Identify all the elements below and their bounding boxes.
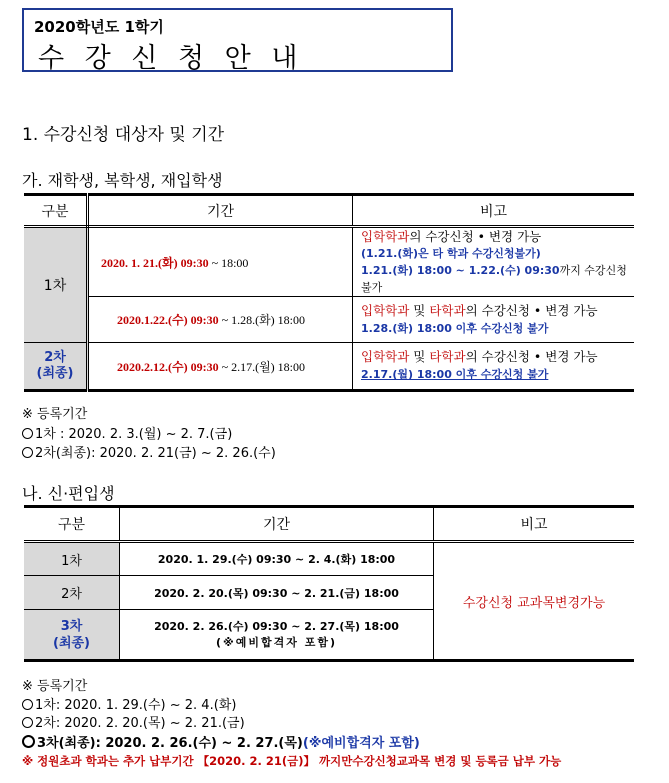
partA-header-row: [24, 195, 634, 227]
partB-row2-label: 2차: [24, 576, 120, 610]
semester-label: 2020학년도 1학기: [34, 18, 164, 36]
partA-row3-remark: 입학학과 및 타학과의 수강신청 • 변경 가능 2.17.(월) 18:00 이후 수강신청 불가: [361, 349, 598, 381]
partA-col-header: 구분: [24, 195, 88, 227]
partA-col-header: 비고: [353, 195, 635, 227]
partB-reg-title: ※ 등록기간: [22, 679, 88, 694]
circle-bullet-icon: [22, 699, 33, 710]
partB-col-header: 기간: [120, 507, 434, 542]
partA-row2-remark: 입학학과 및 타학과의 수강신청 • 변경 가능 1.28.(화) 18:00 이후 수강신청 불가: [353, 297, 635, 343]
partA-reg-title: ※ 등록기간: [22, 407, 88, 422]
partB-row3-period: 2020. 2. 26.(수) 09:30 ~ 2. 27.(목) 18:00 (※예비합격자 포함): [120, 610, 434, 661]
partA-row-2: [24, 297, 634, 343]
footnote: ※ 정원초과 학과는 추가 납부기간 【2020. 2. 21(금)】 까지만수강신청교과목 변경 및 등록금 납부 가능: [22, 754, 562, 768]
partA-round1-label: 1차: [24, 227, 88, 343]
partB-reg-line1: 1차: 2020. 1. 29.(수) ~ 2. 4.(화): [22, 694, 236, 713]
partB-table: [24, 505, 634, 662]
partB-col-header: 구분: [24, 507, 120, 542]
partB-remark: 수강신청 교과목변경가능: [462, 595, 606, 611]
partB-row1-label: 1차: [24, 542, 120, 576]
partA-row3-period: 2020.2.12.(수) 09:30 ~ 2.17.(월) 18:00: [88, 343, 353, 391]
partA-title: 가. 재학생, 복학생, 재입학생: [22, 171, 223, 190]
section1-title: 1. 수강신청 대상자 및 기간: [22, 125, 225, 145]
partA-row2-period: 2020.1.22.(수) 09:30 ~ 1.28.(화) 18:00: [88, 297, 353, 343]
partA-col-header: 기간: [88, 195, 353, 227]
partB-reg-line2: 2차: 2020. 2. 20.(목) ~ 2. 21.(금): [22, 712, 245, 731]
partB-reg-line3: 3차(최종): 2020. 2. 26.(수) ~ 2. 27.(목)(※예비합격자 포함): [22, 732, 420, 751]
partA-reg-line1: 1차 : 2020. 2. 3.(월) ~ 2. 7.(금): [22, 423, 232, 442]
partA-row1-period: 2020. 1. 21.(화) 09:30 ~ 18:00: [88, 227, 353, 297]
partB-row1-period: 2020. 1. 29.(수) 09:30 ~ 2. 4.(화) 18:00: [120, 542, 434, 576]
partA-row-3: [24, 343, 634, 391]
partB-row-1: [24, 542, 634, 576]
partA-row-1: [24, 227, 634, 297]
page-title: 수 강 신 청 안 내: [38, 43, 304, 74]
partB-header-row: [24, 507, 634, 542]
partA-table: [24, 193, 634, 392]
partB-title: 나. 신·편입생: [22, 484, 115, 503]
partB-row2-period: 2020. 2. 20.(목) 09:30 ~ 2. 21.(금) 18:00: [120, 576, 434, 610]
partB-col-header: 비고: [434, 507, 635, 542]
title-box: [22, 8, 453, 72]
circle-bullet-icon: [22, 428, 33, 439]
partA-row1-remark: 입학학과의 수강신청 • 변경 가능 (1.21.(화)은 타 학과 수강신청불가) 1.21.(화) 18:00 ~ 1.22.(수) 09:30까지 수강신청불가: [353, 227, 635, 297]
circle-bullet-icon: [22, 717, 33, 728]
partB-row3-label: 3차 (최종): [24, 610, 120, 661]
circle-bullet-icon: [22, 735, 35, 748]
partA-reg-line2: 2차(최종): 2020. 2. 21(금) ~ 2. 26.(수): [22, 442, 276, 461]
circle-bullet-icon: [22, 447, 33, 458]
partA-round2-label: 2차 (최종): [24, 343, 88, 391]
